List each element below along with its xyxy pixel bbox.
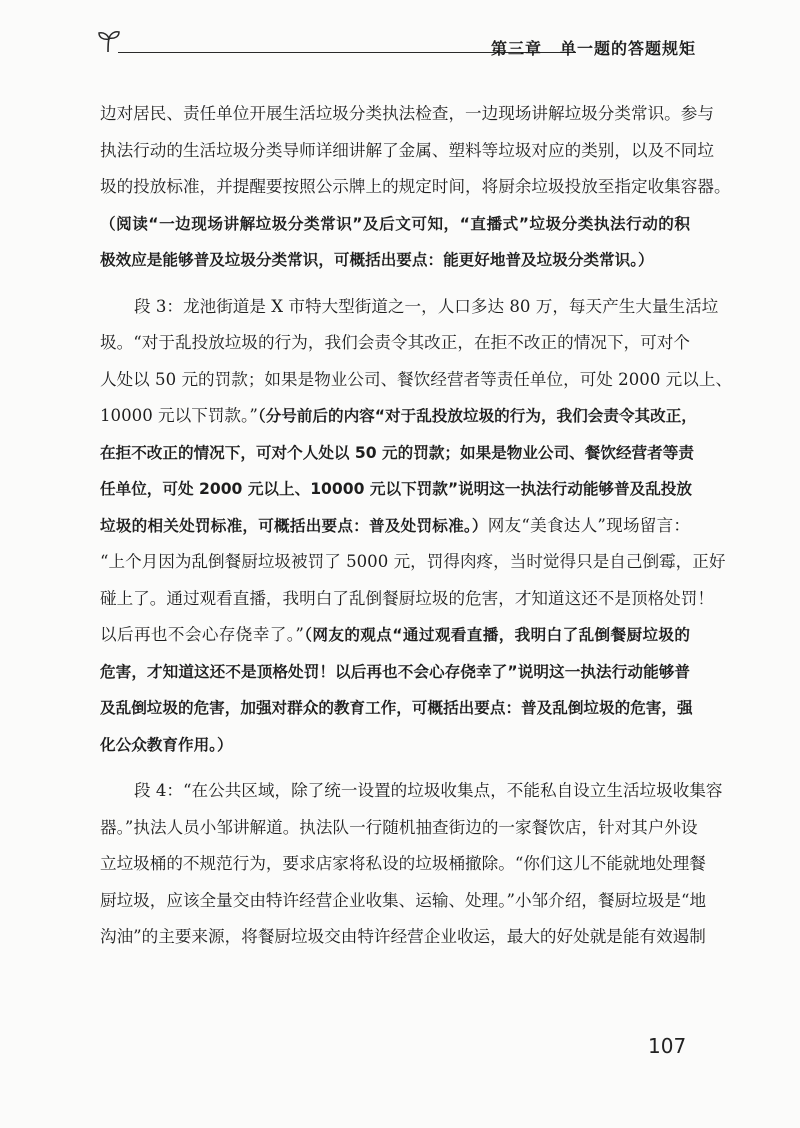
chapter-label: 第三章 — [490, 39, 542, 58]
annotation-line: 在拒不改正的情况下，可对个人处以 50 元的罚款；如果是物业公司、餐饮经营者等责 — [100, 443, 694, 462]
text-line: 厨垃圾，应该全量交由特许经营企业收集、运输、处理。”小邹介绍，餐厨垃圾是“地 — [100, 890, 707, 910]
header-title — [491, 36, 696, 59]
annotation-line: 任单位，可处 2000 元以上、10000 元以下罚款”说明这一执法行动能够普及乱投放 — [100, 480, 692, 498]
text-line: 10000 元以下罚款。”（分号前后的内容“对于乱投放垃圾的行为，我们会责令其改正， — [100, 406, 697, 425]
text-line: 立垃圾桶的不规范行为，要求店家将私设的垃圾桶撤除。“你们这儿不能就地处理餐 — [100, 854, 706, 873]
text-line: 边对居民、责任单位开展生活垃圾分类执法检查，一边现场讲解垃圾分类常识。参与 — [100, 104, 714, 123]
text-line: 段 4：“在公共区域，除了统一设置的垃圾收集点，不能私自设立生活垃圾收集容 — [134, 781, 723, 800]
annotation-line: 及乱倒垃圾的危害，加强对群众的教育工作，可概括出要点：普及乱倒垃圾的危害，强 — [100, 699, 693, 717]
text-line: 碰上了。通过观看直播，我明白了乱倒餐厨垃圾的危害，才知道这还不是顶格处罚！ — [100, 588, 714, 608]
text-line: 器。”执法人员小邹讲解道。执法队一行随机抽查街边的一家餐饮店，针对其户外设 — [100, 817, 698, 837]
annotation-line: （阅读“一边现场讲解垃圾分类常识”及后文可知，“直播式”垃圾分类执法行动的积 — [100, 214, 690, 233]
page-number: 107 — [648, 1034, 687, 1058]
text-line: 人处以 50 元的罚款；如果是物业公司、餐饮经营者等责任单位，可处 2000 元以上、 — [100, 369, 733, 389]
text-line: 圾的投放标准，并提醒要按照公示牌上的规定时间，将厨余垃圾投放至指定收集容器。 — [100, 177, 731, 196]
annotation-line: 极效应是能够普及垃圾分类常识，可概括出要点：能更好地普及垃圾分类常识。） — [100, 251, 654, 269]
text-line: 以后再也不会心存侥幸了。”（网友的观点“通过观看直播，我明白了乱倒餐厨垃圾的 — [100, 625, 690, 644]
annotation-line: 化公众教育作用。） — [100, 735, 233, 754]
text-line: 执法行动的生活垃圾分类导师详细讲解了金属、塑料等垃圾对应的类别，以及不同垃 — [100, 140, 714, 160]
chapter-title: 单一题的答题规矩 — [559, 39, 696, 58]
annotation-line: 危害，才知道这还不是顶格处罚！以后再也不会心存侥幸了”说明这一执法行动能够普 — [100, 662, 690, 681]
mixed-line: 垃圾的相关处罚标准，可概括出要点：普及处罚标准。）网友“美食达人”现场留言： — [100, 515, 691, 535]
text-line: “上个月因为乱倒餐厨垃圾被罚了 5000 元，罚得肉疼，当时觉得只是自己倒霉，正好 — [100, 552, 726, 571]
running-header — [96, 28, 696, 60]
text-line: 圾。“对于乱投放垃圾的行为，我们会责令其改正，在拒不改正的情况下，可对个 — [100, 333, 690, 352]
text-line: 沟油”的主要来源，将餐厨垃圾交由特许经营企业收运，最大的好处就是能有效遏制 — [100, 927, 706, 946]
text-line: 段 3：龙池街道是 X 市特大型街道之一，人口多达 80 万，每天产生大量生活垃 — [134, 296, 719, 316]
sprout-icon — [96, 28, 122, 54]
body-text — [100, 96, 733, 956]
